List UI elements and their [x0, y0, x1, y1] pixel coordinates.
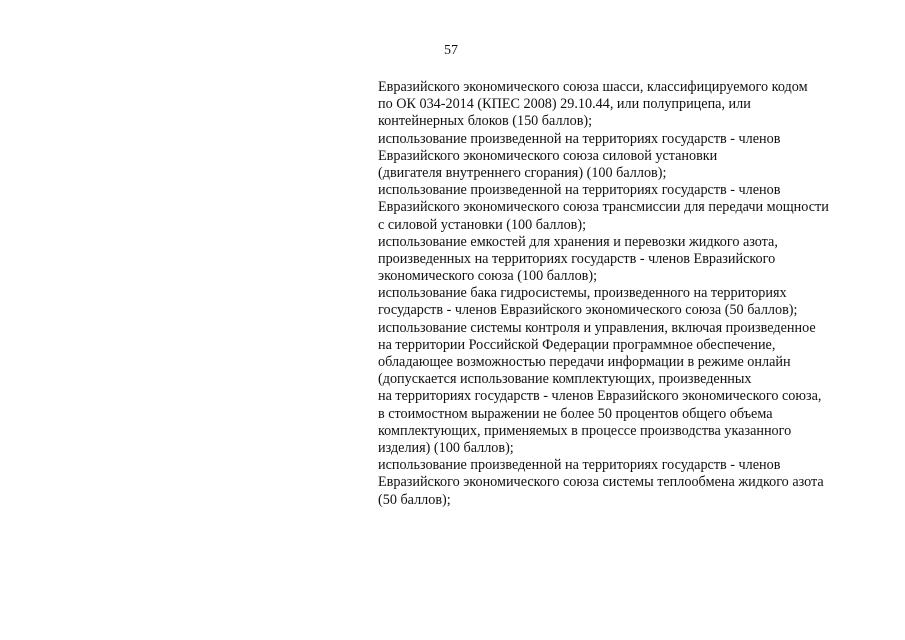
text-line-4: использование произведенной на территориях государств - членов	[378, 130, 781, 147]
text-line-15: использование системы контроля и управления, включая произведенное	[378, 319, 816, 336]
text-line-10: использование емкостей для хранения и перевозки жидкого азота,	[378, 233, 778, 250]
text-line-13: использование бака гидросистемы, произведенного на территориях	[378, 285, 787, 302]
text-line-20: в стоимостном выражении не более 50 процентов общего объема	[378, 405, 773, 422]
text-line-2: по ОК 034-2014 (КПЕС 2008) 29.10.44, или полуприцепа, или	[378, 96, 751, 113]
text-line-9: с силовой установки (100 баллов);	[378, 216, 587, 233]
text-line-11: произведенных на территориях государств - членов Евразийского	[378, 250, 776, 267]
text-line-8: Евразийского экономического союза трансмиссии для передачи мощности	[378, 199, 829, 216]
document-body-text	[378, 79, 878, 509]
page-number: 57	[444, 43, 458, 58]
text-line-17: обладающее возможностью передачи информации в режиме онлайн	[378, 354, 791, 370]
text-line-3: контейнерных блоков (150 баллов);	[378, 113, 593, 130]
text-line-23: использование произведенной на территориях государств - членов	[378, 457, 781, 474]
text-line-1: Евразийского экономического союза шасси, классифицируемого кодом	[378, 79, 808, 95]
text-line-25: (50 баллов);	[378, 491, 451, 508]
text-line-22: изделия) (100 баллов);	[378, 439, 514, 456]
text-line-19: на территориях государств - членов Евразийского экономического союза,	[378, 388, 822, 405]
text-line-7: использование произведенной на территориях государств - членов	[378, 182, 781, 199]
text-line-6: (двигателя внутреннего сгорания) (100 баллов);	[378, 164, 667, 181]
text-line-5: Евразийского экономического союза силовой установки	[378, 147, 718, 164]
text-line-14: государств - членов Евразийского экономического союза (50 баллов);	[378, 302, 798, 319]
text-line-21: комплектующих, применяемых в процессе производства указанного	[378, 422, 792, 439]
text-line-18: (допускается использование комплектующих, произведенных	[378, 371, 752, 388]
text-line-12: экономического союза (100 баллов);	[378, 268, 598, 285]
text-line-24: Евразийского экономического союза системы теплообмена жидкого азота	[378, 474, 824, 491]
text-line-16: на территории Российской Федерации программное обеспечение,	[378, 336, 776, 353]
